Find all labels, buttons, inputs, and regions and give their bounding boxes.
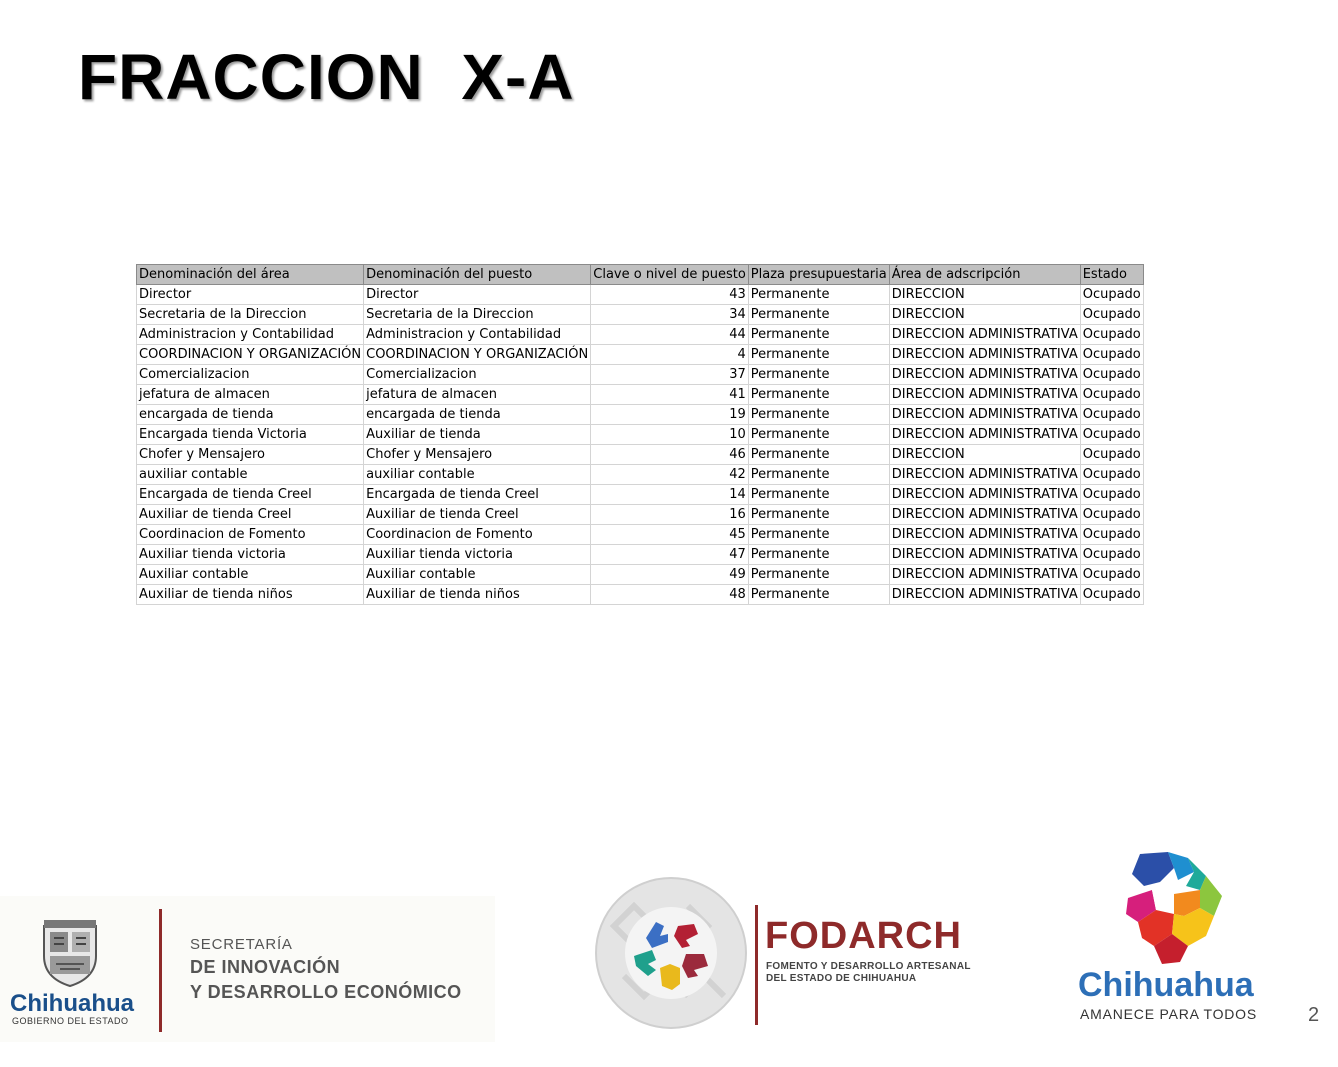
- cell-plaza: Permanente: [748, 405, 889, 425]
- fodarch-seal-icon: [594, 876, 748, 1030]
- cell-area: Director: [137, 285, 364, 305]
- fodarch-divider: [755, 905, 758, 1025]
- cell-puesto: Coordinacion de Fomento: [364, 525, 591, 545]
- fodarch-name: FODARCH: [765, 915, 962, 957]
- cell-puesto: Auxiliar contable: [364, 565, 591, 585]
- table-row: [137, 325, 1144, 345]
- cell-estado: Ocupado: [1080, 365, 1143, 385]
- chihuahua-state-map-icon: [1122, 850, 1224, 968]
- cell-adscripcion: DIRECCION ADMINISTRATIVA: [889, 545, 1080, 565]
- cell-adscripcion: DIRECCION ADMINISTRATIVA: [889, 525, 1080, 545]
- cell-adscripcion: DIRECCION ADMINISTRATIVA: [889, 505, 1080, 525]
- cell-adscripcion: DIRECCION ADMINISTRATIVA: [889, 345, 1080, 365]
- cell-estado: Ocupado: [1080, 325, 1143, 345]
- cell-estado: Ocupado: [1080, 525, 1143, 545]
- cell-area: Auxiliar contable: [137, 565, 364, 585]
- cell-adscripcion: DIRECCION: [889, 305, 1080, 325]
- cell-estado: Ocupado: [1080, 305, 1143, 325]
- cell-area: Encargada de tienda Creel: [137, 485, 364, 505]
- cell-plaza: Permanente: [748, 525, 889, 545]
- cell-adscripcion: DIRECCION: [889, 285, 1080, 305]
- secretaria-line-2: DE INNOVACIÓN: [190, 957, 341, 977]
- table-row: [137, 405, 1144, 425]
- cell-puesto: auxiliar contable: [364, 465, 591, 485]
- chihuahua-brand-tagline: AMANECE PARA TODOS: [1080, 1006, 1257, 1022]
- page-number: 2: [1308, 1004, 1320, 1026]
- secretaria-line-3: Y DESARROLLO ECONÓMICO: [190, 982, 462, 1002]
- cell-estado: Ocupado: [1080, 425, 1143, 445]
- cell-plaza: Permanente: [748, 285, 889, 305]
- cell-puesto: Secretaria de la Direccion: [364, 305, 591, 325]
- cell-area: COORDINACION Y ORGANIZACIÓN: [137, 345, 364, 365]
- cell-area: Chofer y Mensajero: [137, 445, 364, 465]
- cell-adscripcion: DIRECCION ADMINISTRATIVA: [889, 425, 1080, 445]
- cell-plaza: Permanente: [748, 445, 889, 465]
- cell-clave: 42: [591, 465, 749, 485]
- cell-plaza: Permanente: [748, 345, 889, 365]
- header-plaza: Plaza presupuestaria: [748, 265, 889, 285]
- table-row: [137, 485, 1144, 505]
- cell-adscripcion: DIRECCION ADMINISTRATIVA: [889, 405, 1080, 425]
- cell-plaza: Permanente: [748, 545, 889, 565]
- header-estado: Estado: [1080, 265, 1143, 285]
- cell-puesto: Auxiliar tienda victoria: [364, 545, 591, 565]
- cell-area: Coordinacion de Fomento: [137, 525, 364, 545]
- cell-estado: Ocupado: [1080, 485, 1143, 505]
- cell-estado: Ocupado: [1080, 405, 1143, 425]
- cell-clave: 19: [591, 405, 749, 425]
- table-row: [137, 425, 1144, 445]
- cell-adscripcion: DIRECCION ADMINISTRATIVA: [889, 585, 1080, 605]
- cell-clave: 16: [591, 505, 749, 525]
- cell-estado: Ocupado: [1080, 505, 1143, 525]
- cell-clave: 48: [591, 585, 749, 605]
- cell-clave: 49: [591, 565, 749, 585]
- cell-clave: 10: [591, 425, 749, 445]
- cell-clave: 44: [591, 325, 749, 345]
- fodarch-subtitle-2: DEL ESTADO DE CHIHUAHUA: [766, 973, 917, 984]
- cell-clave: 47: [591, 545, 749, 565]
- fodarch-subtitle-1: FOMENTO Y DESARROLLO ARTESANAL: [766, 961, 971, 972]
- table-header-row: [137, 265, 1144, 285]
- cell-puesto: Administracion y Contabilidad: [364, 325, 591, 345]
- cell-clave: 41: [591, 385, 749, 405]
- cell-plaza: Permanente: [748, 365, 889, 385]
- cell-plaza: Permanente: [748, 325, 889, 345]
- cell-adscripcion: DIRECCION ADMINISTRATIVA: [889, 325, 1080, 345]
- header-area: Denominación del área: [137, 265, 364, 285]
- cell-estado: Ocupado: [1080, 285, 1143, 305]
- header-adscripcion: Área de adscripción: [889, 265, 1080, 285]
- cell-puesto: Chofer y Mensajero: [364, 445, 591, 465]
- cell-puesto: Encargada de tienda Creel: [364, 485, 591, 505]
- cell-plaza: Permanente: [748, 465, 889, 485]
- table-row: [137, 365, 1144, 385]
- cell-area: Administracion y Contabilidad: [137, 325, 364, 345]
- cell-clave: 14: [591, 485, 749, 505]
- chihuahua-brand-name: Chihuahua: [1078, 966, 1254, 1004]
- cell-puesto: Director: [364, 285, 591, 305]
- table-row: [137, 565, 1144, 585]
- secretaria-line-1: SECRETARÍA: [190, 936, 293, 953]
- cell-area: Encargada tienda Victoria: [137, 425, 364, 445]
- cell-clave: 46: [591, 445, 749, 465]
- table-row: [137, 545, 1144, 565]
- cell-clave: 4: [591, 345, 749, 365]
- header-clave: Clave o nivel de puesto: [591, 265, 749, 285]
- table-row: [137, 525, 1144, 545]
- cell-plaza: Permanente: [748, 385, 889, 405]
- cell-area: auxiliar contable: [137, 465, 364, 485]
- cell-puesto: Comercializacion: [364, 365, 591, 385]
- cell-adscripcion: DIRECCION ADMINISTRATIVA: [889, 385, 1080, 405]
- cell-plaza: Permanente: [748, 485, 889, 505]
- cell-plaza: Permanente: [748, 425, 889, 445]
- table-row: [137, 345, 1144, 365]
- table-row: [137, 445, 1144, 465]
- cell-clave: 43: [591, 285, 749, 305]
- table-row: [137, 505, 1144, 525]
- state-crest-icon: [38, 916, 102, 988]
- table-row: [137, 305, 1144, 325]
- gobierno-logo-subtitle: GOBIERNO DEL ESTADO: [12, 1016, 129, 1026]
- cell-puesto: jefatura de almacen: [364, 385, 591, 405]
- cell-plaza: Permanente: [748, 565, 889, 585]
- cell-estado: Ocupado: [1080, 545, 1143, 565]
- cell-puesto: encargada de tienda: [364, 405, 591, 425]
- cell-area: Auxiliar de tienda Creel: [137, 505, 364, 525]
- cell-adscripcion: DIRECCION ADMINISTRATIVA: [889, 465, 1080, 485]
- cell-estado: Ocupado: [1080, 345, 1143, 365]
- cell-adscripcion: DIRECCION ADMINISTRATIVA: [889, 365, 1080, 385]
- table-row: [137, 285, 1144, 305]
- cell-adscripcion: DIRECCION ADMINISTRATIVA: [889, 485, 1080, 505]
- cell-adscripcion: DIRECCION: [889, 445, 1080, 465]
- cell-puesto: Auxiliar de tienda niños: [364, 585, 591, 605]
- table-row: [137, 465, 1144, 485]
- cell-estado: Ocupado: [1080, 445, 1143, 465]
- cell-puesto: Auxiliar de tienda: [364, 425, 591, 445]
- page-title: FRACCION X-A: [78, 41, 575, 113]
- cell-plaza: Permanente: [748, 305, 889, 325]
- cell-puesto: COORDINACION Y ORGANIZACIÓN: [364, 345, 591, 365]
- cell-area: Auxiliar tienda victoria: [137, 545, 364, 565]
- cell-estado: Ocupado: [1080, 565, 1143, 585]
- cell-estado: Ocupado: [1080, 385, 1143, 405]
- cell-plaza: Permanente: [748, 585, 889, 605]
- cell-clave: 45: [591, 525, 749, 545]
- cell-adscripcion: DIRECCION ADMINISTRATIVA: [889, 565, 1080, 585]
- cell-estado: Ocupado: [1080, 465, 1143, 485]
- gobierno-divider: [159, 909, 162, 1032]
- cell-area: encargada de tienda: [137, 405, 364, 425]
- positions-table: [136, 264, 1144, 605]
- header-puesto: Denominación del puesto: [364, 265, 591, 285]
- cell-plaza: Permanente: [748, 505, 889, 525]
- table-row: [137, 585, 1144, 605]
- cell-clave: 34: [591, 305, 749, 325]
- table-body: [137, 285, 1144, 605]
- cell-puesto: Auxiliar de tienda Creel: [364, 505, 591, 525]
- table-row: [137, 385, 1144, 405]
- cell-area: jefatura de almacen: [137, 385, 364, 405]
- cell-estado: Ocupado: [1080, 585, 1143, 605]
- cell-area: Comercializacion: [137, 365, 364, 385]
- cell-area: Auxiliar de tienda niños: [137, 585, 364, 605]
- cell-area: Secretaria de la Direccion: [137, 305, 364, 325]
- gobierno-logo-name: Chihuahua: [10, 990, 134, 1017]
- cell-clave: 37: [591, 365, 749, 385]
